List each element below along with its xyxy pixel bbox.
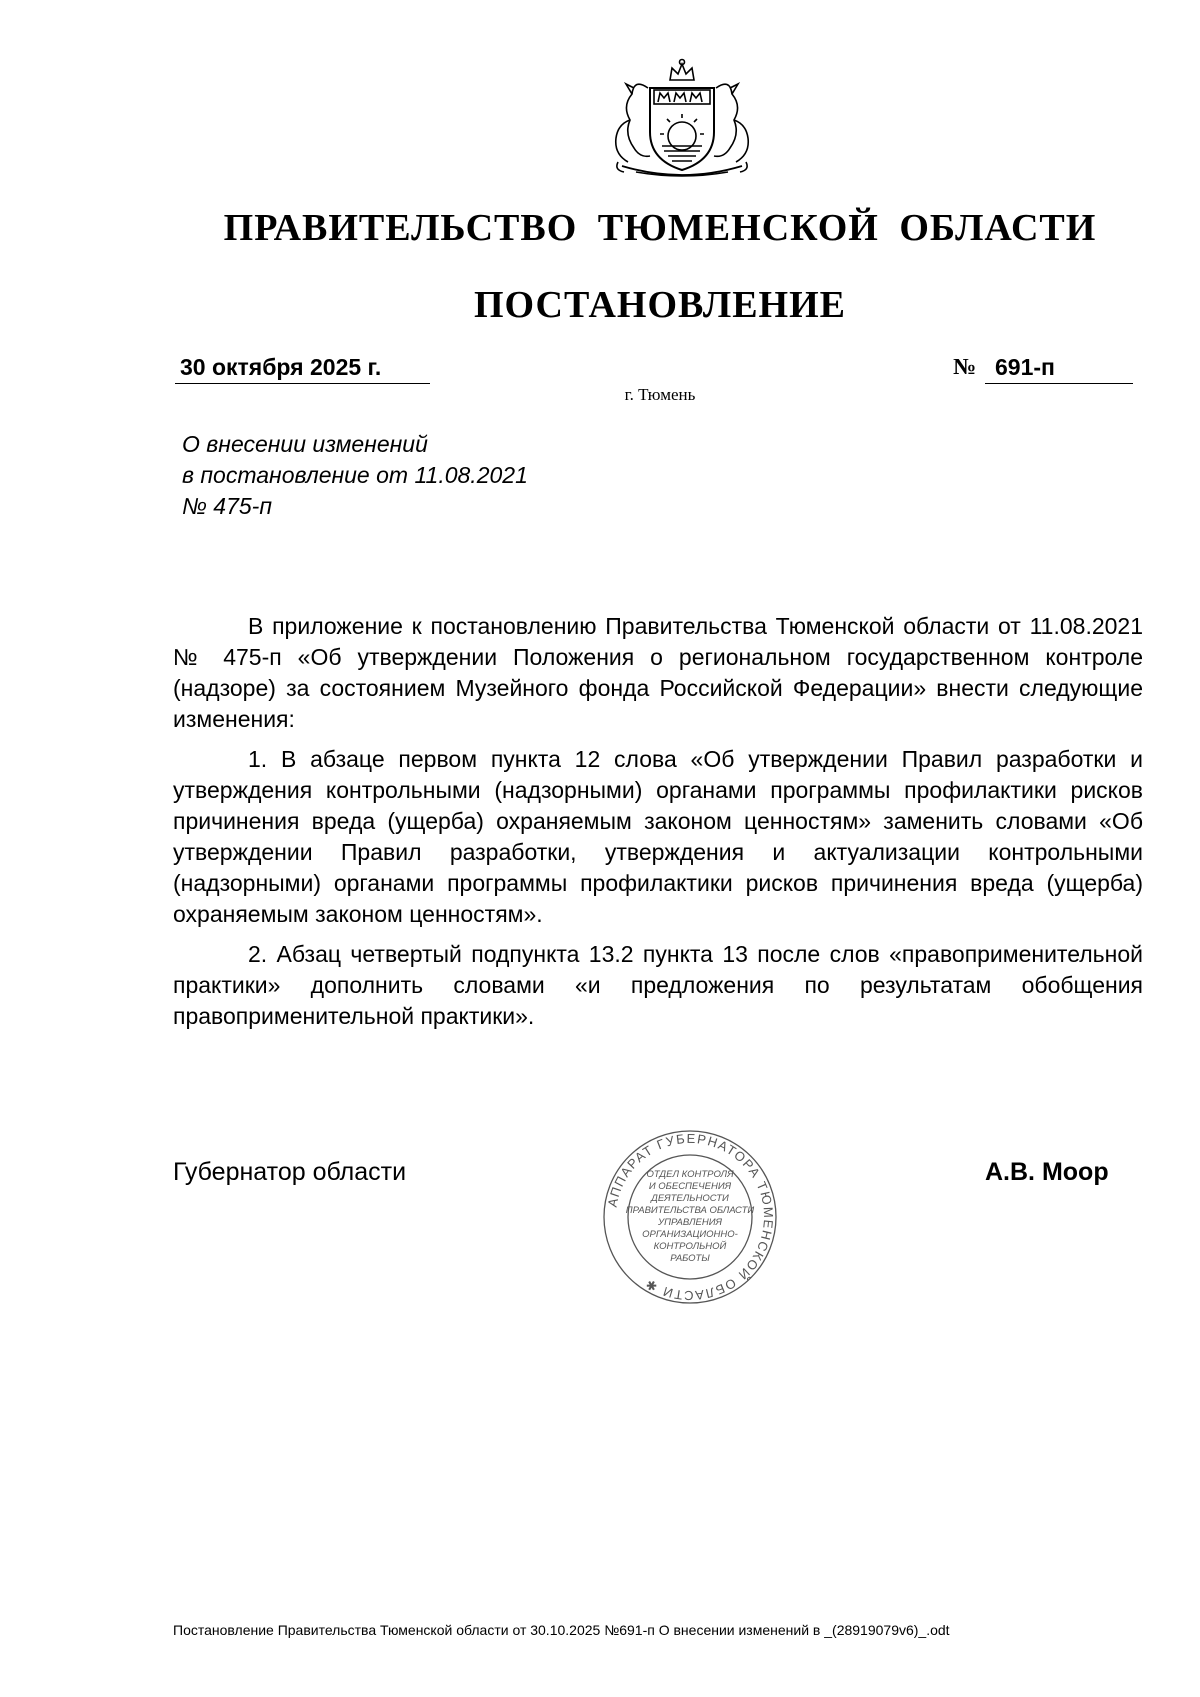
document-subject (182, 429, 682, 522)
svg-text:КОНТРОЛЬНОЙ: КОНТРОЛЬНОЙ (653, 1241, 727, 1252)
svg-text:ОТДЕЛ КОНТРОЛЯ: ОТДЕЛ КОНТРОЛЯ (646, 1169, 734, 1180)
document-type-title: ПОСТАНОВЛЕНИЕ (473, 284, 847, 326)
signer-title: Губернатор области (173, 1158, 407, 1186)
svg-text:И ОБЕСПЕЧЕНИЯ: И ОБЕСПЕЧЕНИЯ (648, 1181, 732, 1192)
subject-line: № 475-п (182, 493, 272, 519)
svg-text:АППАРАТ ГУБЕРНАТОРА ТЮМЕНСКОЙ: АППАРАТ ГУБЕРНАТОРА ТЮМЕНСКОЙ ОБЛАСТИ ✱ (604, 1130, 777, 1304)
body-paragraph-item-1: 1. В абзаце первом пункта 12 слова «Об утверждении Правил разработки и утверждения контрольными (надзорными) органами программы профилактики рисков причинения вреда (ущерба) охраняемым законом ценностям» заменить словами «Об утверждении Правил разработки, утверждения и актуализации контрольными (надзорными) органами программы профилактики рисков причинения вреда (ущерба) охраняемым законом ценностям». (173, 746, 1143, 927)
document-number: 691-п (985, 352, 1133, 384)
organization-title: ПРАВИТЕЛЬСТВО ТЮМЕНСКОЙ ОБЛАСТИ (223, 207, 1097, 249)
svg-text:ОРГАНИЗАЦИОННО-: ОРГАНИЗАЦИОННО- (642, 1229, 738, 1240)
official-round-stamp-icon (600, 1127, 780, 1307)
number-sign: № (953, 354, 977, 379)
file-reference-footer: Постановление Правительства Тюменской области от 30.10.2025 №691-п О внесении изменений в _(28919079v6)_.odt (173, 1622, 950, 1638)
subject-line: О внесении изменений (182, 431, 428, 457)
signer-name: А.В. Моор (985, 1158, 1109, 1186)
body-paragraph-item-2: 2. Абзац четвертый подпункта 13.2 пункта 13 после слов «правоприменительной практики» дополнить словами «и предложения по результатам обобщения правоприменительной практики». (173, 941, 1143, 1029)
subject-line: в постановление от 11.08.2021 (182, 462, 528, 488)
document-date: 30 октября 2025 г. (175, 352, 430, 384)
document-body (173, 611, 1143, 1032)
svg-text:ПРАВИТЕЛЬСТВА ОБЛАСТИ: ПРАВИТЕЛЬСТВА ОБЛАСТИ (625, 1205, 755, 1216)
svg-text:РАБОТЫ: РАБОТЫ (670, 1253, 710, 1264)
tyumen-region-coat-of-arms-icon (592, 58, 772, 183)
svg-text:ДЕЯТЕЛЬНОСТИ: ДЕЯТЕЛЬНОСТИ (651, 1193, 729, 1204)
issue-city: г. Тюмень (624, 385, 696, 404)
body-paragraph-intro: В приложение к постановлению Правительства Тюменской области от 11.08.2021 № 475-п «Об утверждении Положения о региональном государственном контроле (надзоре) за состоянием Музейного фонда Российской Федерации» внести следующие изменения: (173, 613, 1143, 732)
svg-text:УПРАВЛЕНИЯ: УПРАВЛЕНИЯ (658, 1217, 722, 1228)
